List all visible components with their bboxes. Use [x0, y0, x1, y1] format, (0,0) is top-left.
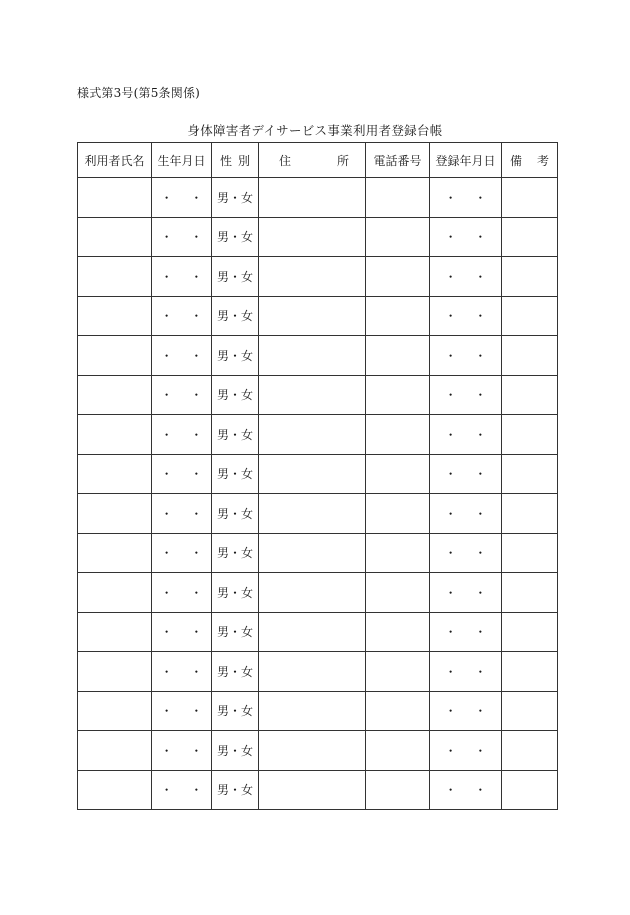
cell-address [259, 336, 366, 376]
cell-address [259, 257, 366, 297]
cell-address [259, 217, 366, 257]
cell-phone-number [366, 573, 430, 613]
cell-remarks [502, 454, 558, 494]
cell-registration-date: ・ ・ [430, 691, 502, 731]
cell-user-name [78, 691, 152, 731]
cell-birth-date: ・ ・ [152, 573, 212, 613]
user-registration-table [77, 142, 558, 810]
header-birth-date [152, 143, 212, 178]
cell-address [259, 770, 366, 810]
cell-remarks [502, 691, 558, 731]
header-sex [212, 143, 259, 178]
cell-birth-date: ・ ・ [152, 217, 212, 257]
table-row [78, 533, 558, 573]
table-row [78, 573, 558, 613]
cell-sex: 男・女 [212, 612, 259, 652]
cell-registration-date: ・ ・ [430, 415, 502, 455]
cell-remarks [502, 296, 558, 336]
table-row [78, 336, 558, 376]
cell-sex: 男・女 [212, 296, 259, 336]
header-user-name-label: 利用者氏名 [84, 153, 145, 168]
cell-remarks [502, 178, 558, 218]
cell-phone-number [366, 494, 430, 534]
cell-phone-number [366, 770, 430, 810]
cell-birth-date: ・ ・ [152, 375, 212, 415]
cell-address [259, 612, 366, 652]
cell-registration-date: ・ ・ [430, 573, 502, 613]
cell-phone-number [366, 296, 430, 336]
table-row [78, 731, 558, 771]
cell-phone-number [366, 454, 430, 494]
header-remarks-label-left: 備 [510, 153, 523, 168]
cell-registration-date: ・ ・ [430, 296, 502, 336]
table-row [78, 415, 558, 455]
cell-registration-date: ・ ・ [430, 178, 502, 218]
header-address [259, 143, 366, 178]
cell-user-name [78, 612, 152, 652]
cell-address [259, 731, 366, 771]
cell-birth-date: ・ ・ [152, 454, 212, 494]
header-phone-number [366, 143, 430, 178]
cell-phone-number [366, 612, 430, 652]
cell-address [259, 494, 366, 534]
cell-remarks [502, 494, 558, 534]
cell-user-name [78, 336, 152, 376]
cell-phone-number [366, 415, 430, 455]
cell-address [259, 691, 366, 731]
cell-user-name [78, 494, 152, 534]
header-birth-date-label: 生年月日 [157, 153, 206, 168]
cell-user-name [78, 731, 152, 771]
table-row [78, 178, 558, 218]
cell-birth-date: ・ ・ [152, 533, 212, 573]
cell-phone-number [366, 178, 430, 218]
cell-birth-date: ・ ・ [152, 494, 212, 534]
cell-birth-date: ・ ・ [152, 652, 212, 692]
cell-address [259, 454, 366, 494]
cell-address [259, 375, 366, 415]
table-body [78, 178, 558, 810]
cell-remarks [502, 770, 558, 810]
cell-user-name [78, 375, 152, 415]
cell-user-name [78, 652, 152, 692]
cell-birth-date: ・ ・ [152, 415, 212, 455]
cell-sex: 男・女 [212, 336, 259, 376]
header-registration-date [430, 143, 502, 178]
header-sex-label-right: 別 [237, 153, 250, 168]
table-row [78, 217, 558, 257]
table-row [78, 691, 558, 731]
cell-remarks [502, 336, 558, 376]
header-phone-number-label: 電話番号 [373, 153, 422, 168]
cell-sex: 男・女 [212, 731, 259, 771]
cell-phone-number [366, 257, 430, 297]
cell-registration-date: ・ ・ [430, 257, 502, 297]
header-remarks-label-right: 考 [536, 153, 549, 168]
header-address-label-right: 所 [336, 153, 349, 168]
cell-registration-date: ・ ・ [430, 770, 502, 810]
cell-birth-date: ・ ・ [152, 296, 212, 336]
table-row [78, 257, 558, 297]
cell-address [259, 415, 366, 455]
cell-sex: 男・女 [212, 494, 259, 534]
cell-registration-date: ・ ・ [430, 375, 502, 415]
table-row [78, 296, 558, 336]
cell-sex: 男・女 [212, 454, 259, 494]
cell-registration-date: ・ ・ [430, 454, 502, 494]
form-number: 様式第3号(第5条関係) [77, 86, 201, 100]
table-row [78, 494, 558, 534]
cell-phone-number [366, 691, 430, 731]
cell-phone-number [366, 731, 430, 771]
cell-remarks [502, 257, 558, 297]
cell-phone-number [366, 217, 430, 257]
cell-remarks [502, 415, 558, 455]
cell-sex: 男・女 [212, 652, 259, 692]
cell-registration-date: ・ ・ [430, 533, 502, 573]
table-header-row [78, 143, 558, 178]
cell-remarks [502, 612, 558, 652]
cell-birth-date: ・ ・ [152, 178, 212, 218]
cell-birth-date: ・ ・ [152, 691, 212, 731]
cell-birth-date: ・ ・ [152, 770, 212, 810]
cell-sex: 男・女 [212, 691, 259, 731]
cell-remarks [502, 375, 558, 415]
cell-sex: 男・女 [212, 178, 259, 218]
cell-birth-date: ・ ・ [152, 336, 212, 376]
cell-user-name [78, 217, 152, 257]
cell-sex: 男・女 [212, 257, 259, 297]
header-user-name [78, 143, 152, 178]
cell-registration-date: ・ ・ [430, 612, 502, 652]
cell-birth-date: ・ ・ [152, 257, 212, 297]
cell-birth-date: ・ ・ [152, 612, 212, 652]
cell-user-name [78, 533, 152, 573]
cell-address [259, 296, 366, 336]
cell-remarks [502, 731, 558, 771]
cell-registration-date: ・ ・ [430, 494, 502, 534]
cell-remarks [502, 533, 558, 573]
cell-user-name [78, 257, 152, 297]
cell-remarks [502, 573, 558, 613]
cell-sex: 男・女 [212, 217, 259, 257]
cell-sex: 男・女 [212, 415, 259, 455]
cell-registration-date: ・ ・ [430, 336, 502, 376]
cell-address [259, 573, 366, 613]
table-row [78, 652, 558, 692]
cell-birth-date: ・ ・ [152, 731, 212, 771]
cell-phone-number [366, 533, 430, 573]
table-row [78, 375, 558, 415]
header-registration-date-label: 登録年月日 [435, 153, 496, 168]
cell-sex: 男・女 [212, 533, 259, 573]
cell-address [259, 652, 366, 692]
table-row [78, 612, 558, 652]
cell-address [259, 533, 366, 573]
cell-registration-date: ・ ・ [430, 217, 502, 257]
header-sex-label-left: 性 [220, 153, 233, 168]
cell-phone-number [366, 336, 430, 376]
cell-phone-number [366, 375, 430, 415]
header-address-label-left: 住 [279, 153, 292, 168]
cell-sex: 男・女 [212, 770, 259, 810]
cell-registration-date: ・ ・ [430, 652, 502, 692]
cell-remarks [502, 652, 558, 692]
cell-user-name [78, 178, 152, 218]
cell-user-name [78, 454, 152, 494]
cell-user-name [78, 573, 152, 613]
table-row [78, 770, 558, 810]
document-title: 身体障害者デイサービス事業利用者登録台帳 [187, 123, 443, 138]
header-remarks [502, 143, 558, 178]
cell-sex: 男・女 [212, 375, 259, 415]
cell-user-name [78, 415, 152, 455]
cell-sex: 男・女 [212, 573, 259, 613]
cell-phone-number [366, 652, 430, 692]
cell-address [259, 178, 366, 218]
cell-user-name [78, 770, 152, 810]
cell-remarks [502, 217, 558, 257]
cell-registration-date: ・ ・ [430, 731, 502, 771]
cell-user-name [78, 296, 152, 336]
table-row [78, 454, 558, 494]
